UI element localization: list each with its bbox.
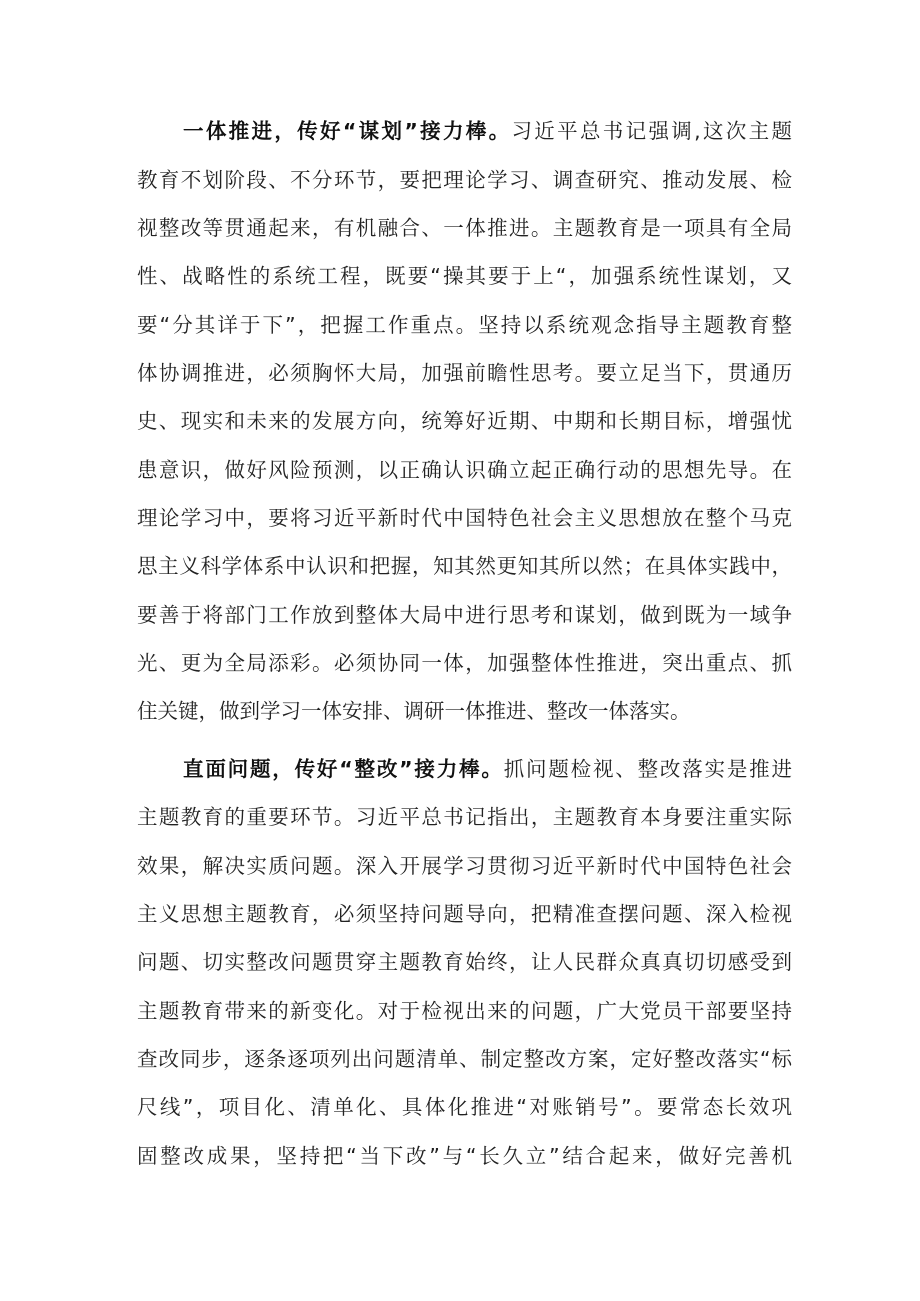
paragraph-line: 光、更为全局添彩。必须协同一体，加强整体性推进，突出重点、抓 [137, 651, 792, 675]
paragraph-line: 思主义科学体系中认识和把握，知其然更知其所以然；在具体实践中， [137, 554, 792, 578]
paragraph-line-text: 抓问题检视、整改落实是推进 [503, 757, 792, 781]
paragraph-line: 住关键，做到学习一体安排、调研一体推进、整改一体落实。 [137, 699, 691, 723]
paragraph-line [183, 751, 792, 787]
paragraph-line: 主题教育的重要环节。习近平总书记指出，主题教育本身要注重实际 [137, 805, 792, 829]
paragraph-line: 性、战略性的系统工程，既要“操其要于上“，加强系统性谋划，又 [137, 264, 792, 288]
paragraph-line: 固整改成果，坚持把“当下改”与“长久立”结合起来，做好完善机 [137, 1144, 792, 1168]
paragraph-line: 尺线”，项目化、清单化、具体化推进“对账销号”。要常态长效巩 [137, 1095, 792, 1119]
paragraph-line: 主题教育带来的新变化。对于检视出来的问题，广大党员干部要坚持 [137, 999, 792, 1023]
paragraph-line: 主义思想主题教育，必须坚持问题导向，把精准查摆问题、深入检视 [137, 902, 792, 926]
paragraph-line [183, 113, 792, 149]
paragraph-line: 要善于将部门工作放到整体大局中进行思考和谋划，做到既为一域争 [137, 603, 792, 627]
paragraph-line: 体协调推进，必须胸怀大局，加强前瞻性思考。要立足当下，贯通历 [137, 361, 792, 385]
paragraph-line: 效果，解决实质问题。深入开展学习贯彻习近平新时代中国特色社会 [137, 854, 792, 878]
paragraph-line: 史、现实和未来的发展方向，统筹好近期、中期和长期目标，增强忧 [137, 409, 792, 433]
paragraph-line: 教育不划阶段、不分环节，要把理论学习、调查研究、推动发展、检 [137, 168, 792, 192]
paragraph-line: 视整改等贯通起来，有机融合、一体推进。主题教育是一项具有全局 [137, 216, 792, 240]
paragraph-line: 查改同步，逐条逐项列出问题清单、制定整改方案，定好整改落实“标 [137, 1047, 792, 1071]
paragraph-line: 问题、切实整改问题贯穿主题教育始终，让人民群众真真切切感受到 [137, 950, 792, 974]
paragraph-line: 患意识，做好风险预测，以正确认识确立起正确行动的思想先导。在 [137, 458, 792, 482]
paragraph-lead-heading: 一体推进，传好“谋划”接力棒。 [183, 119, 512, 143]
paragraph-lead-heading: 直面问题，传好“整改”接力棒。 [183, 757, 504, 781]
paragraph-line: 理论学习中，要将习近平新时代中国特色社会主义思想放在整个马克 [137, 506, 792, 530]
paragraph-line: 要“分其详于下”，把握工作重点。坚持以系统观念指导主题教育整 [137, 313, 792, 337]
paragraph-line-text: 习近平总书记强调,这次主题 [511, 119, 792, 143]
